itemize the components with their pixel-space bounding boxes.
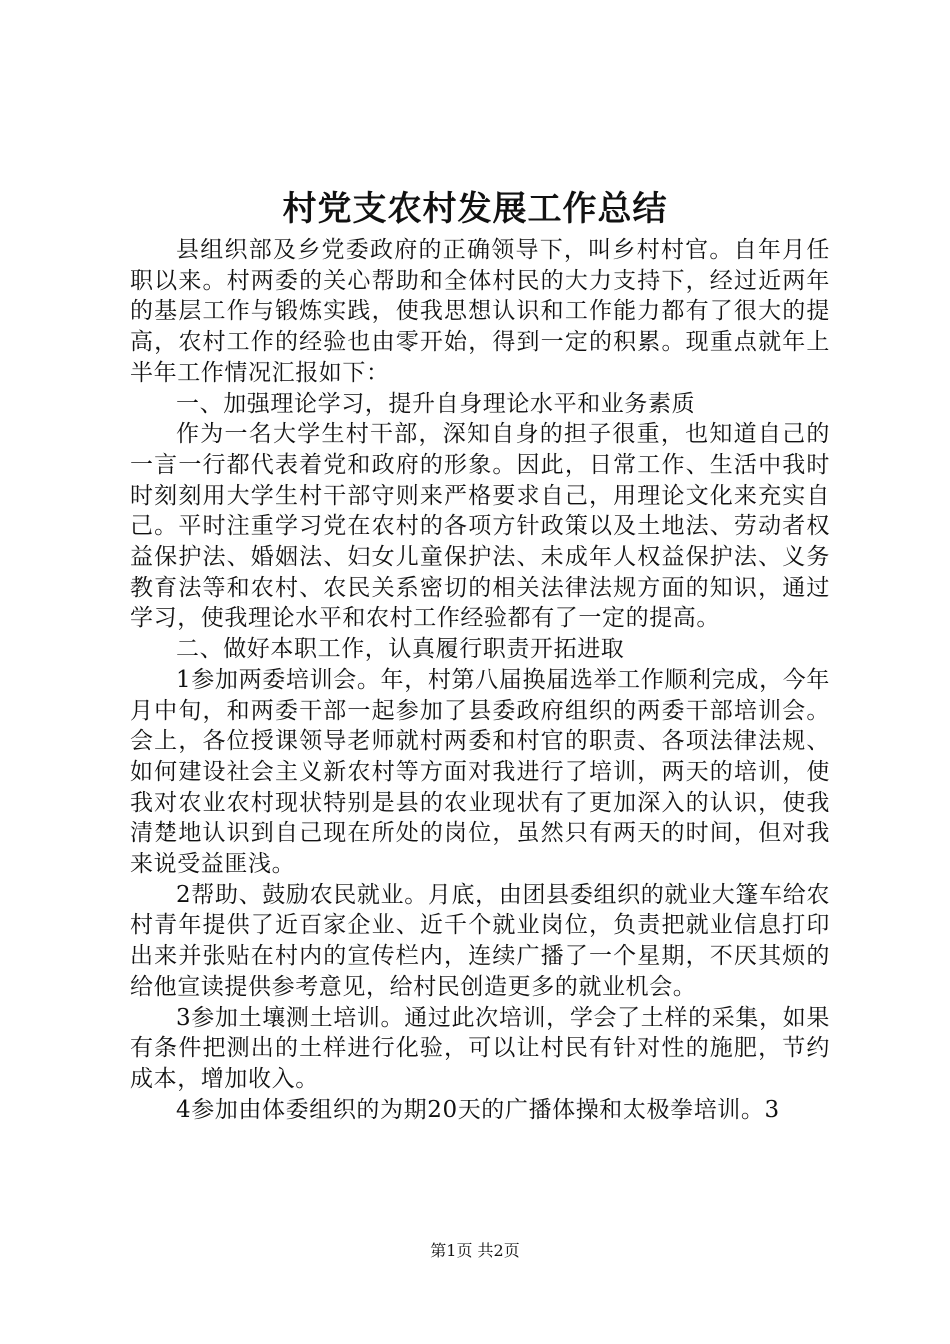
paragraph-item-3: 3参加土壤测土培训。通过此次培训，学会了土样的采集，如果有条件把测出的土样进行化验，可以让村民有针对性的施肥，节约成本，增加收入。 [130, 1004, 830, 1092]
section-heading-1: 一、加强理论学习，提升自身理论水平和业务素质 [176, 390, 696, 417]
paragraph-section-1: 作为一名大学生村干部，深知自身的担子很重，也知道自己的一言一行都代表着党和政府的形象。因此，日常工作、生活中我时时刻刻用大学生村干部守则来严格要求自己，用理论文化来充实自己。平时注重学习党在农村的各项方针政策以及土地法、劳动者权益保护法、婚姻法、妇女儿童保护法、未成年人权益保护法、义务教育法等和农村、农民关系密切的相关法律法规方面的知识，通过学习，使我理论水平和农村工作经验都有了一定的提高。 [130, 421, 830, 632]
paragraph-intro: 县组织部及乡党委政府的正确领导下，叫乡村村官。自年月任职以来。村两委的关心帮助和全体村民的大力支持下，经过近两年的基层工作与锻炼实践，使我思想认识和工作能力都有了很大的提高，农村工作的经验也由零开始，得到一定的积累。现重点就年上半年工作情况汇报如下： [130, 237, 830, 386]
document-title: 村党支农村发展工作总结 [282, 189, 668, 229]
section-heading-2: 二、做好本职工作，认真履行职责开拓进取 [176, 636, 625, 663]
page-footer: 第1页 共2页 [430, 1241, 520, 1260]
paragraph-item-4: 4参加由体委组织的为期20天的广播体操和太极拳培训。3 [176, 1096, 780, 1123]
paragraph-item-2: 2帮助、鼓励农民就业。月底，由团县委组织的就业大篷车给农村青年提供了近百家企业、近千个就业岗位，负责把就业信息打印出来并张贴在村内的宣传栏内，连续广播了一个星期，不厌其烦的给他宣读提供参考意见，给村民创造更多的就业机会。 [130, 881, 830, 1000]
document-body [130, 235, 830, 1125]
paragraph-item-1: 1参加两委培训会。年，村第八届换届选举工作顺利完成，今年月中旬，和两委干部一起参加了县委政府组织的两委干部培训会。会上，各位授课领导老师就村两委和村官的职责、各项法律法规、如何建设社会主义新农村等方面对我进行了培训，两天的培训，使我对农业农村现状特别是县的农业现状有了更加深入的认识，使我清楚地认识到自己现在所处的岗位，虽然只有两天的时间，但对我来说受益匪浅。 [130, 666, 830, 878]
